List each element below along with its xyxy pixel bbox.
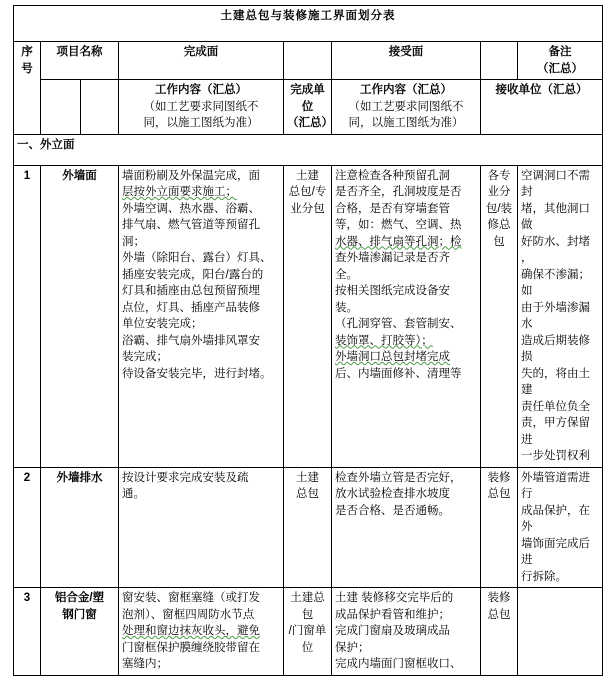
row-finished-content xyxy=(119,165,284,467)
table-row xyxy=(14,467,603,588)
content-line: 检查外墙立管是否完好， xyxy=(335,471,462,484)
table-row xyxy=(14,588,603,676)
row-finished-content xyxy=(119,467,284,588)
content-line: 泡剂）、窗框四周防水节点 xyxy=(122,608,255,621)
table-header-row-1 xyxy=(14,42,603,80)
remark-line: 成品保护，在外 xyxy=(521,504,590,533)
unit-line: 土建 xyxy=(296,471,319,484)
content-line: 洞； xyxy=(122,235,145,248)
header-finished-work-content xyxy=(119,80,284,135)
content-line: 查外墙渗漏记录是否齐 xyxy=(335,252,450,264)
header-project-name: 项目名称 xyxy=(41,42,119,80)
row-project-name: 外墙排水 xyxy=(41,467,119,588)
row-seq: 3 xyxy=(14,588,41,676)
content-line: 塞缝内； xyxy=(122,658,168,670)
unit-line: 装修 xyxy=(487,471,511,484)
content-line: 成品保护看管和维护； xyxy=(335,608,450,621)
row-finish-unit xyxy=(284,467,332,588)
row-finished-content xyxy=(119,588,284,676)
section-row-exterior-facade xyxy=(14,134,603,165)
content-line: 通。 xyxy=(122,488,145,500)
row-remark xyxy=(518,467,603,588)
header-finished-face: 完成面 xyxy=(119,42,284,80)
content-line: 是否齐全，孔洞坡度是否 xyxy=(335,186,462,198)
content-line: 排气扇、燃气管道等预留孔 xyxy=(122,219,260,231)
project-name-line: 钢门窗 xyxy=(62,608,97,621)
header-remark-sub: （汇总） xyxy=(537,62,583,75)
content-line: 按设计要求完成安装及疏 xyxy=(122,471,249,484)
header-finish-unit-spacer xyxy=(284,42,332,80)
content-line: 注意检查各种预留孔洞 xyxy=(335,169,450,182)
row-remark xyxy=(518,165,603,467)
row-project-name xyxy=(41,588,119,676)
unit-line: 总包 xyxy=(487,608,511,621)
row-receive-content xyxy=(332,165,481,467)
finished-work-note-line1: （如工艺要求同图纸不 xyxy=(143,100,259,113)
remark-line: 好防水、封堵 ， xyxy=(521,235,590,264)
remark-line: 行拆除。 xyxy=(521,570,567,583)
unit-line: 总包 xyxy=(487,488,511,500)
receive-work-content-label: 工作内容（汇总） xyxy=(360,84,452,96)
interface-division-table xyxy=(13,5,603,676)
content-line: 完成内墙面门窗框收口、 xyxy=(335,658,462,670)
row-receive-content xyxy=(332,588,481,676)
header-sub-col3-blank xyxy=(81,80,119,135)
content-line: 等，如：燃气、空调、热 xyxy=(335,219,462,231)
unit-line: 位 xyxy=(301,641,314,654)
header-receive-unit-spacer xyxy=(481,42,518,80)
remark-line: 由于外墙渗漏水 xyxy=(521,301,590,330)
unit-line: 土建 xyxy=(296,169,319,182)
document-title: 土建总包与装修施工界面划分表 xyxy=(14,6,603,42)
content-line: 单位安装完成； xyxy=(122,318,203,330)
content-line: 保护； xyxy=(335,641,370,654)
row-receive-unit xyxy=(481,467,518,588)
remark-line: 确保不渗漏；如 xyxy=(521,268,590,297)
row-remark xyxy=(518,588,603,676)
unit-line: 各专 xyxy=(487,169,511,182)
remark-line: 墙饰面完成后进 xyxy=(521,537,590,566)
content-line: 按相关图纸完成设备安 xyxy=(335,285,450,297)
unit-line: 总包 xyxy=(296,488,319,500)
table-row xyxy=(14,165,603,467)
content-line: 灯具和插座由总包预留预埋 xyxy=(122,285,260,297)
content-line: 装完成； xyxy=(122,351,168,363)
unit-line: 业分包 xyxy=(290,202,325,215)
content-line: 浴霸、排气扇外墙排风罩安 xyxy=(122,334,260,347)
header-seq-line1: 序 xyxy=(21,46,33,58)
unit-line: 业分 xyxy=(487,186,511,198)
unit-line: 修总 xyxy=(487,219,511,231)
content-line: 外墙洞口总包封堵完成 xyxy=(335,351,450,363)
row-seq: 2 xyxy=(14,467,41,588)
unit-line: 土建总包 xyxy=(290,592,325,621)
content-line: 后、内墙面修补、清理等 xyxy=(335,367,462,380)
remark-line: 一步处罚权利 xyxy=(521,450,590,462)
table-header-row-2 xyxy=(14,80,603,135)
row-finish-unit xyxy=(284,165,332,467)
header-remark xyxy=(518,42,603,80)
remark-line: 堵，其他洞口做 xyxy=(521,202,590,231)
finish-unit-label: 完成单位 xyxy=(290,84,325,113)
row-project-name: 外墙面 xyxy=(41,165,119,467)
content-line: 装。 xyxy=(335,301,358,314)
content-line: （孔洞穿管、套管制安、 xyxy=(335,318,462,330)
header-receive-unit xyxy=(481,80,603,135)
content-line: 合格，是否有穿墙套管 xyxy=(335,202,450,215)
content-line: 点位，灯具、插座产品装修 xyxy=(122,301,260,314)
content-line: 外墙空调、热水器、浴霸、 xyxy=(122,202,260,215)
content-line: 水器、排气扇等孔洞；检 xyxy=(335,235,462,248)
content-line: 待设备安装完毕，进行封堵。 xyxy=(122,367,272,380)
remark-line: 外墙管道需进行 xyxy=(521,471,590,500)
unit-line: 装修 xyxy=(487,592,511,604)
receive-work-note-line1: （如工艺要求同图纸不 xyxy=(348,100,464,113)
content-line: 墙面粉刷及外保温完成，面 xyxy=(122,169,260,182)
content-line: 门窗框保护膜缠绕胶带留在 xyxy=(122,641,260,654)
header-sub-col2-blank xyxy=(41,80,81,135)
content-line: 外墙（除阳台、露台）灯具、 xyxy=(122,252,272,264)
content-line: 插座安装完成，阳台/露台的 xyxy=(122,268,264,281)
content-line: 放水试验检查排水坡度 xyxy=(335,488,450,500)
row-finish-unit xyxy=(284,588,332,676)
header-receive-face: 接受面 xyxy=(332,42,481,80)
remark-line: 责任单位负全 xyxy=(521,400,590,413)
content-line: 处理和窗边抹灰收头，避免 xyxy=(122,625,260,637)
content-line: 层按外立面要求施工； xyxy=(122,186,237,198)
content-line: 土建 装修移交完毕后的 xyxy=(335,592,454,604)
remark-line: 造成后期装修损 xyxy=(521,334,590,363)
remark-line: 责，甲方保留进 xyxy=(521,417,590,446)
header-seq-no xyxy=(14,42,41,135)
header-seq-line2: 号 xyxy=(21,62,33,75)
remark-line: 失的，将由土建 xyxy=(521,367,590,396)
receive-work-note-line2: 同，以施工图纸为准） xyxy=(348,117,464,129)
receive-unit-label: 接收单位（汇总） xyxy=(495,84,588,96)
row-receive-content xyxy=(332,467,481,588)
finish-unit-sub: （汇总） xyxy=(287,117,333,129)
row-receive-unit xyxy=(481,588,518,676)
content-line: 装饰罩、打胶等）； xyxy=(335,334,433,347)
unit-line: 包 xyxy=(493,235,505,248)
section-label-exterior-facade: 一、外立面 xyxy=(14,134,603,165)
header-remark-label: 备注 xyxy=(548,46,572,58)
unit-line: /门窗单 xyxy=(288,625,327,637)
content-line: 窗安装、窗框塞缝（或打发 xyxy=(122,592,260,604)
finished-work-note-line2: 同，以施工图纸为准） xyxy=(143,117,259,129)
header-finish-unit xyxy=(284,80,332,135)
row-seq: 1 xyxy=(14,165,41,467)
row-receive-unit xyxy=(481,165,518,467)
title-row xyxy=(14,6,603,42)
header-receive-work-content xyxy=(332,80,481,135)
unit-line: 总包/专 xyxy=(288,186,327,198)
remark-line: 空调洞口不需封 xyxy=(521,169,590,198)
project-name-line: 铝合金/塑 xyxy=(54,592,105,604)
content-line: 完成门窗扇及玻璃成品 xyxy=(335,625,450,637)
content-line: 是否合格、是否通畅。 xyxy=(335,504,450,517)
content-line: 全。 xyxy=(335,268,358,281)
unit-line: 包/装 xyxy=(485,202,513,215)
finished-work-content-label: 工作内容（汇总） xyxy=(155,84,247,96)
